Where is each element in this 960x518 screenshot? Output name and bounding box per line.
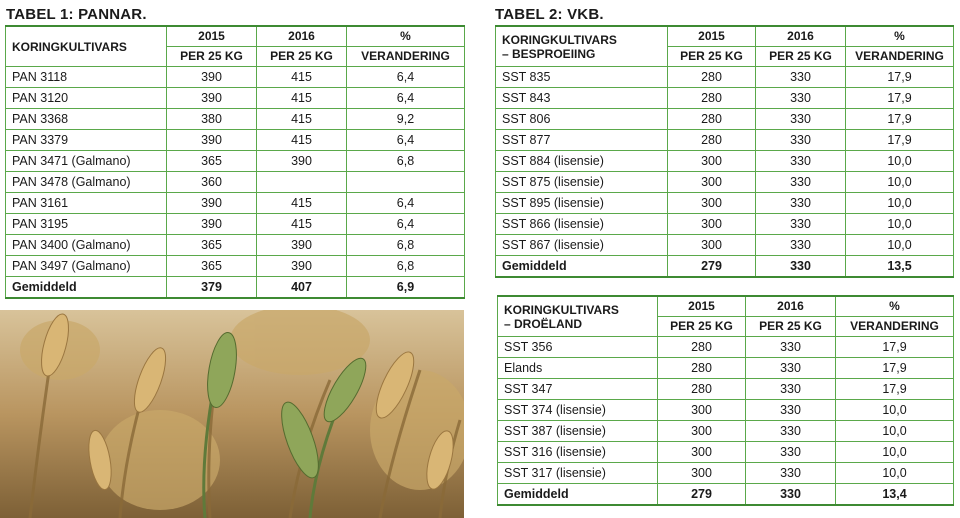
table1-col-2016: 2016 [257, 26, 347, 47]
table3-col-percent: % [836, 296, 954, 317]
table2-cell-cultivar: SST 884 (lisensie) [496, 151, 668, 172]
table2-col-2015: 2015 [668, 26, 756, 47]
table3-cell-price-2015: 300 [658, 421, 746, 442]
table1-row [6, 109, 465, 130]
table3-cell-price-2016: 330 [746, 379, 836, 400]
table2-row [496, 88, 954, 109]
table1-row [6, 172, 465, 193]
table1-cell-change: 6,8 [347, 151, 465, 172]
table2-row [496, 130, 954, 151]
table3-cell-price-2015: 300 [658, 463, 746, 484]
table1-head-label: KORINGKULTIVARS [6, 26, 167, 67]
table2-cell-price-2015: 280 [668, 67, 756, 88]
table3-cell-cultivar: SST 387 (lisensie) [498, 421, 658, 442]
table1-cell-price-2015: 390 [167, 130, 257, 151]
table2-cell-cultivar: SST 877 [496, 130, 668, 151]
table3-cell-price-2016: 330 [746, 358, 836, 379]
table1-cell-change: 6,4 [347, 214, 465, 235]
table1-cell-price-2015: 365 [167, 256, 257, 277]
table2-cell-price-2016: 330 [756, 151, 846, 172]
table1-header-row [6, 26, 465, 47]
table3-avg-2016: 330 [746, 484, 836, 506]
table3-cell-price-2015: 280 [658, 379, 746, 400]
table1-sub-percent: VERANDERING [347, 47, 465, 67]
table1-cell-price-2016: 415 [257, 88, 347, 109]
table2-cell-price-2015: 280 [668, 130, 756, 151]
table3-avg-2015: 279 [658, 484, 746, 506]
table3-cell-price-2016: 330 [746, 400, 836, 421]
table3-sub-2016: PER 25 KG [746, 317, 836, 337]
table1-col-percent: % [347, 26, 465, 47]
table2-cell-change: 10,0 [846, 214, 954, 235]
table1-cell-price-2016: 415 [257, 109, 347, 130]
table2-cell-cultivar: SST 806 [496, 109, 668, 130]
table2-cell-cultivar: SST 875 (lisensie) [496, 172, 668, 193]
table1-average-row [6, 277, 465, 299]
table1-cell-cultivar: PAN 3368 [6, 109, 167, 130]
table1-row [6, 193, 465, 214]
table1-cell-cultivar: PAN 3497 (Galmano) [6, 256, 167, 277]
table2-cell-price-2015: 280 [668, 88, 756, 109]
table2-sub-percent: VERANDERING [846, 47, 954, 67]
table2-cell-price-2015: 300 [668, 214, 756, 235]
table1-cell-price-2016: 415 [257, 214, 347, 235]
table3 [497, 295, 954, 506]
table1-cell-change: 6,4 [347, 193, 465, 214]
table2-avg-label: Gemiddeld [496, 256, 668, 278]
table2-row [496, 172, 954, 193]
table3-head-label [498, 296, 658, 337]
table1-row [6, 88, 465, 109]
table1-col-2015: 2015 [167, 26, 257, 47]
table1-avg-2016: 407 [257, 277, 347, 299]
table3-cell-cultivar: SST 317 (lisensie) [498, 463, 658, 484]
table1-row [6, 151, 465, 172]
table3-row [498, 442, 954, 463]
table1-cell-price-2015: 365 [167, 235, 257, 256]
table1-cell-change: 6,4 [347, 130, 465, 151]
table2-avg-percent: 13,5 [846, 256, 954, 278]
table1-cell-cultivar: PAN 3471 (Galmano) [6, 151, 167, 172]
table3-cell-price-2015: 280 [658, 337, 746, 358]
table1-sub-2015: PER 25 KG [167, 47, 257, 67]
table1-cell-cultivar: PAN 3379 [6, 130, 167, 151]
table3-row [498, 400, 954, 421]
table2-cell-price-2016: 330 [756, 193, 846, 214]
table2-cell-cultivar: SST 843 [496, 88, 668, 109]
table1-cell-cultivar: PAN 3120 [6, 88, 167, 109]
table2-cell-price-2016: 330 [756, 214, 846, 235]
table1-cell-price-2016: 390 [257, 151, 347, 172]
table1-cell-change: 9,2 [347, 109, 465, 130]
table1-cell-cultivar: PAN 3400 (Galmano) [6, 235, 167, 256]
table2-title: TABEL 2: VKB. [495, 6, 604, 23]
table2-cell-price-2015: 300 [668, 193, 756, 214]
table2-cell-change: 17,9 [846, 67, 954, 88]
wheat-field-photo [0, 310, 464, 518]
table3-cell-cultivar: SST 356 [498, 337, 658, 358]
table2-cell-price-2015: 300 [668, 151, 756, 172]
table1-cell-change: 6,4 [347, 67, 465, 88]
table3-cell-price-2015: 300 [658, 442, 746, 463]
table2-row [496, 235, 954, 256]
table3-row [498, 337, 954, 358]
table3-cell-price-2016: 330 [746, 337, 836, 358]
table2-col-percent: % [846, 26, 954, 47]
table3-cell-change: 10,0 [836, 400, 954, 421]
table3-row [498, 379, 954, 400]
table1-avg-percent: 6,9 [347, 277, 465, 299]
table3-cell-price-2015: 300 [658, 400, 746, 421]
table2-cell-cultivar: SST 866 (lisensie) [496, 214, 668, 235]
table2-row [496, 109, 954, 130]
table2-cell-change: 10,0 [846, 151, 954, 172]
wheat-illustration [0, 310, 464, 518]
table3-cell-cultivar: Elands [498, 358, 658, 379]
table2-cell-price-2015: 300 [668, 235, 756, 256]
table2-row [496, 151, 954, 172]
table3-cell-change: 17,9 [836, 379, 954, 400]
table2 [495, 25, 954, 278]
table3-head-label-1: KORINGKULTIVARS [504, 302, 619, 317]
table1-cell-cultivar: PAN 3118 [6, 67, 167, 88]
table2-row [496, 214, 954, 235]
table3-avg-label: Gemiddeld [498, 484, 658, 506]
table2-head-label-1: KORINGKULTIVARS [502, 32, 617, 47]
table1-avg-label: Gemiddeld [6, 277, 167, 299]
table2-cell-price-2015: 300 [668, 172, 756, 193]
table3-cell-change: 10,0 [836, 421, 954, 442]
table2-cell-cultivar: SST 867 (lisensie) [496, 235, 668, 256]
table1-title: TABEL 1: PANNAR. [6, 6, 147, 23]
table3-average-row [498, 484, 954, 506]
table1 [5, 25, 465, 299]
table1-row [6, 214, 465, 235]
table3-row [498, 463, 954, 484]
table3-cell-price-2016: 330 [746, 463, 836, 484]
table3-header-row [498, 296, 954, 317]
table1-cell-price-2015: 390 [167, 193, 257, 214]
table3-cell-price-2016: 330 [746, 421, 836, 442]
table2-col-2016: 2016 [756, 26, 846, 47]
table1-cell-price-2016: 415 [257, 67, 347, 88]
table1-row [6, 256, 465, 277]
table3-cell-cultivar: SST 316 (lisensie) [498, 442, 658, 463]
table2-cell-price-2015: 280 [668, 109, 756, 130]
table2-cell-price-2016: 330 [756, 235, 846, 256]
table1-cell-cultivar: PAN 3161 [6, 193, 167, 214]
table1-cell-change [347, 172, 465, 193]
table3-cell-change: 17,9 [836, 337, 954, 358]
table1-cell-change: 6,8 [347, 235, 465, 256]
table3-sub-2015: PER 25 KG [658, 317, 746, 337]
table2-header-row [496, 26, 954, 47]
table1-row [6, 130, 465, 151]
table3-cell-cultivar: SST 347 [498, 379, 658, 400]
table1-cell-price-2015: 360 [167, 172, 257, 193]
table2-cell-price-2016: 330 [756, 67, 846, 88]
table1-cell-price-2016: 415 [257, 193, 347, 214]
table1-cell-price-2015: 380 [167, 109, 257, 130]
table1-cell-cultivar: PAN 3195 [6, 214, 167, 235]
table3-cell-cultivar: SST 374 (lisensie) [498, 400, 658, 421]
table1-cell-cultivar: PAN 3478 (Galmano) [6, 172, 167, 193]
table3-col-2015: 2015 [658, 296, 746, 317]
table2-cell-price-2016: 330 [756, 109, 846, 130]
table3-cell-change: 10,0 [836, 442, 954, 463]
table2-average-row [496, 256, 954, 278]
table3-cell-change: 10,0 [836, 463, 954, 484]
table2-head-label-2: – BESPROEIING [502, 46, 596, 61]
table1-row [6, 67, 465, 88]
table2-sub-2016: PER 25 KG [756, 47, 846, 67]
table3-head-label-2: – DROËLAND [504, 316, 583, 331]
table1-cell-price-2016: 390 [257, 235, 347, 256]
table2-cell-change: 10,0 [846, 235, 954, 256]
table2-sub-2015: PER 25 KG [668, 47, 756, 67]
table3-avg-percent: 13,4 [836, 484, 954, 506]
table2-cell-price-2016: 330 [756, 130, 846, 151]
table3-cell-change: 17,9 [836, 358, 954, 379]
table2-cell-change: 10,0 [846, 172, 954, 193]
table3-col-2016: 2016 [746, 296, 836, 317]
table2-row [496, 67, 954, 88]
table2-cell-cultivar: SST 835 [496, 67, 668, 88]
table2-cell-cultivar: SST 895 (lisensie) [496, 193, 668, 214]
table1-cell-price-2016: 390 [257, 256, 347, 277]
table1-sub-2016: PER 25 KG [257, 47, 347, 67]
table2-cell-change: 10,0 [846, 193, 954, 214]
table2-avg-2015: 279 [668, 256, 756, 278]
table3-cell-price-2016: 330 [746, 442, 836, 463]
table3-row [498, 358, 954, 379]
table3-sub-percent: VERANDERING [836, 317, 954, 337]
table1-cell-price-2015: 390 [167, 88, 257, 109]
table1-cell-price-2016: 415 [257, 130, 347, 151]
table1-cell-price-2015: 365 [167, 151, 257, 172]
table2-cell-price-2016: 330 [756, 172, 846, 193]
table2-cell-price-2016: 330 [756, 88, 846, 109]
table3-row [498, 421, 954, 442]
table2-cell-change: 17,9 [846, 88, 954, 109]
table1-avg-2015: 379 [167, 277, 257, 299]
table1-row [6, 235, 465, 256]
table2-avg-2016: 330 [756, 256, 846, 278]
table1-cell-price-2015: 390 [167, 67, 257, 88]
table1-cell-price-2015: 390 [167, 214, 257, 235]
table1-cell-price-2016 [257, 172, 347, 193]
table2-cell-change: 17,9 [846, 130, 954, 151]
table3-cell-price-2015: 280 [658, 358, 746, 379]
table1-cell-change: 6,8 [347, 256, 465, 277]
table2-row [496, 193, 954, 214]
table2-cell-change: 17,9 [846, 109, 954, 130]
table2-head-label [496, 26, 668, 67]
table1-cell-change: 6,4 [347, 88, 465, 109]
